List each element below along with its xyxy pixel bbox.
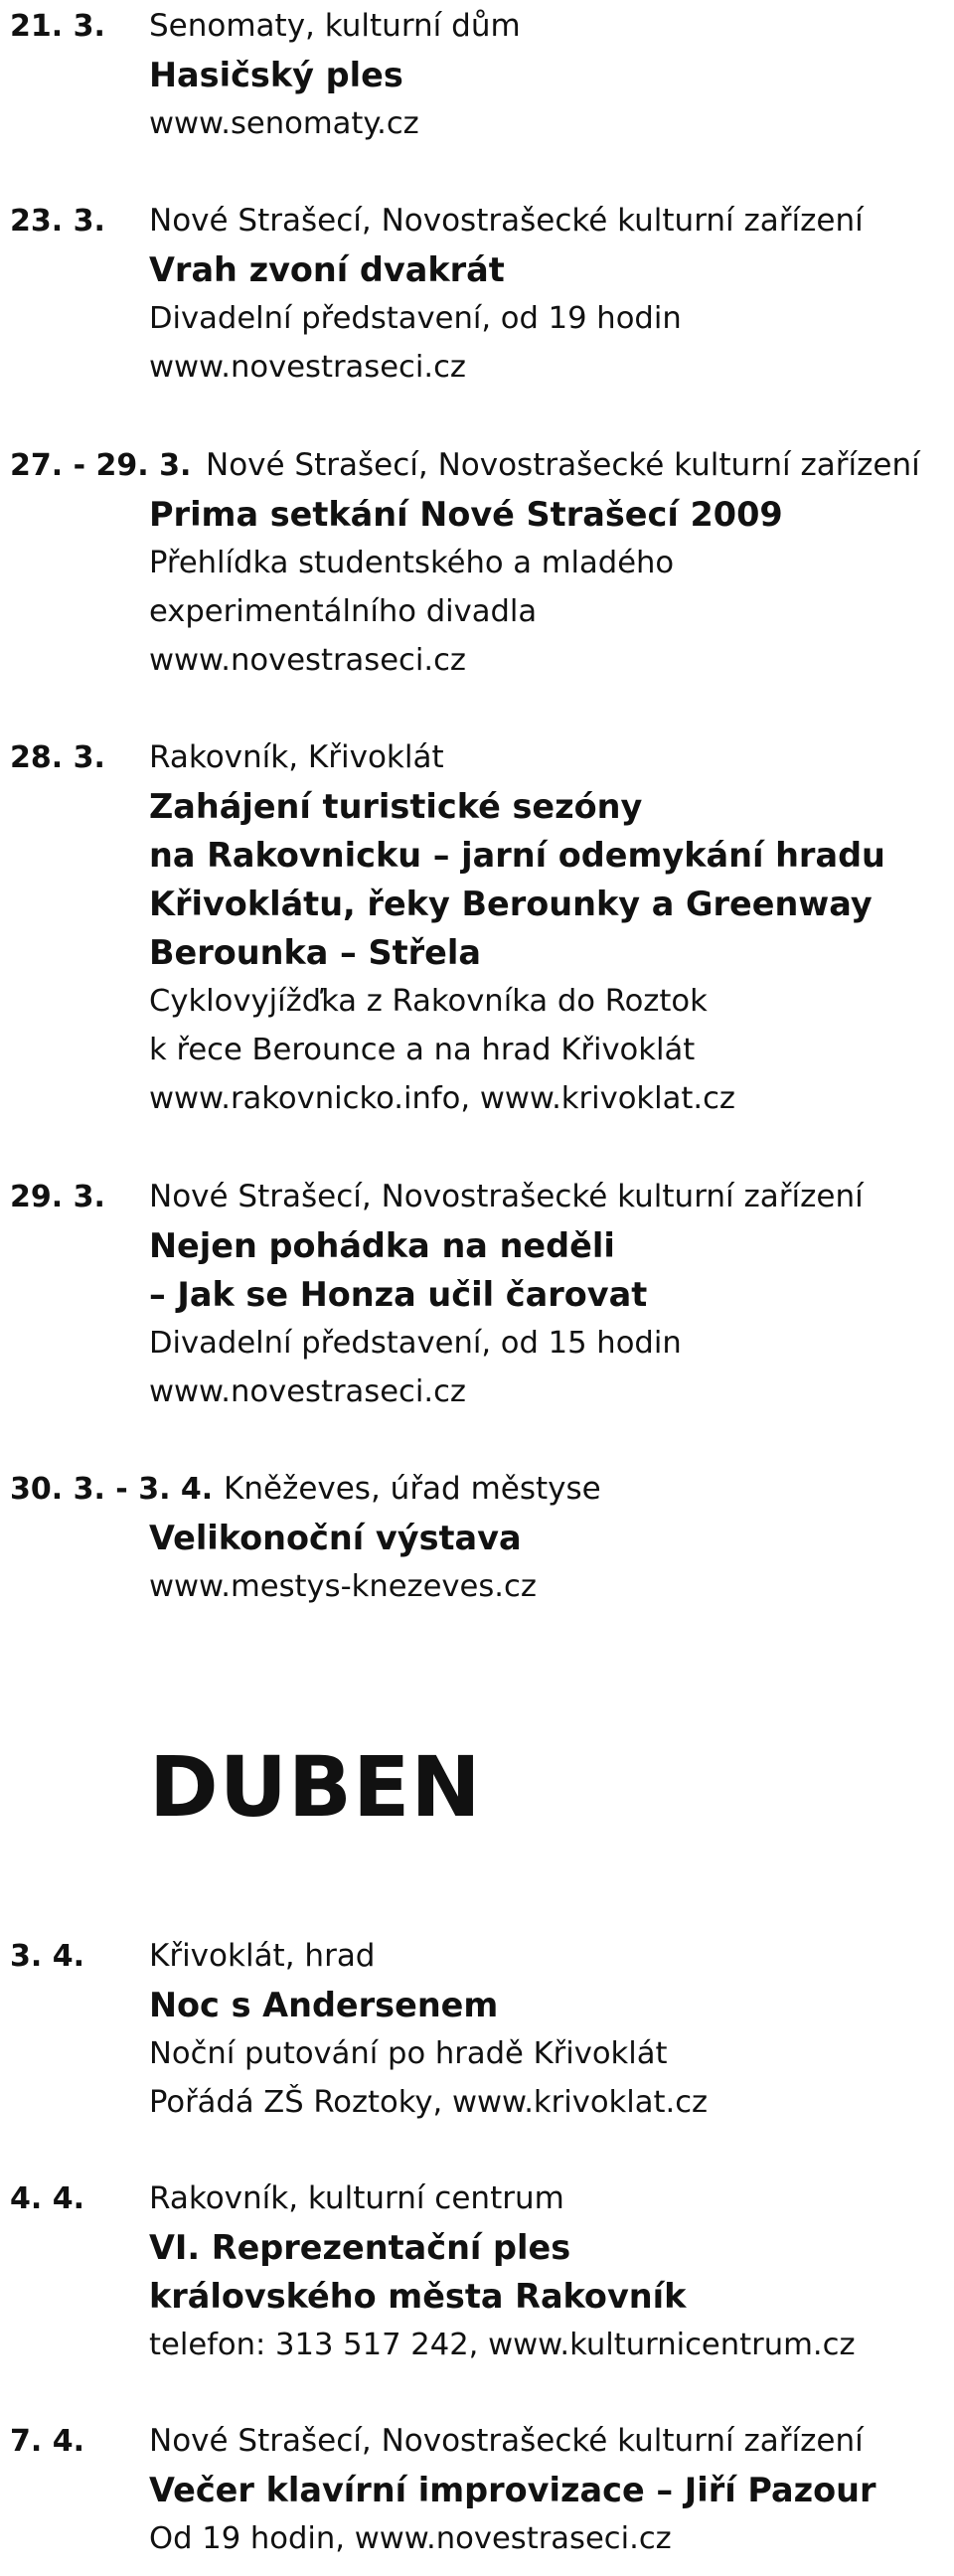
event-place: Rakovník, Křivoklát — [149, 739, 444, 775]
event-link[interactable]: www.novestraseci.cz — [149, 643, 466, 678]
event-title: Zahájení turistické sezóny — [149, 787, 643, 826]
event-place: Nové Strašecí, Novostrašecké kulturní zařízení — [206, 447, 920, 483]
event-date: 23. 3. — [10, 204, 105, 239]
event-date: 28. 3. — [10, 740, 105, 775]
event-description: Divadelní představení, od 19 hodin — [149, 301, 682, 336]
event-date: 7. 4. — [10, 2424, 84, 2459]
event-date: 21. 3. — [10, 9, 105, 44]
event-title: Hasičský ples — [149, 56, 403, 94]
event-title: Vrah zvoní dvakrát — [149, 250, 505, 289]
event-place: Nové Strašecí, Novostrašecké kulturní zařízení — [149, 203, 864, 239]
event-link[interactable]: www.mestys-knezeves.cz — [149, 1569, 537, 1604]
event-place: Křivoklát, hrad — [149, 1938, 376, 1974]
event-description: k řece Berounce a na hrad Křivoklát — [149, 1033, 696, 1067]
event-date: 29. 3. — [10, 1180, 105, 1214]
event-date: 4. 4. — [10, 2181, 84, 2216]
event-link[interactable]: www.novestraseci.cz — [149, 1374, 466, 1409]
event-place: Nové Strašecí, Novostrašecké kulturní zařízení — [149, 1179, 864, 1214]
event-date: 3. 4. — [10, 1939, 84, 1974]
event-title: na Rakovnicku – jarní odemykání hradu — [149, 836, 885, 875]
event-description: experimentálního divadla — [149, 594, 538, 629]
event-description: Přehlídka studentského a mladého — [149, 546, 675, 580]
event-place: Kněževes, úřad městyse — [224, 1471, 601, 1507]
event-title: Křivoklátu, řeky Berounky a Greenway — [149, 885, 873, 923]
event-link[interactable]: www.novestraseci.cz — [149, 350, 466, 385]
event-link[interactable]: www.senomaty.cz — [149, 106, 419, 141]
event-link[interactable]: Pořádá ZŠ Roztoky, www.krivoklat.cz — [149, 2085, 709, 2120]
event-date: 30. 3. - 3. 4. — [10, 1472, 214, 1507]
event-title: VI. Reprezentační ples — [149, 2228, 571, 2267]
event-title: Nejen pohádka na neděli — [149, 1226, 615, 1265]
event-place: Rakovník, kulturní centrum — [149, 2180, 564, 2216]
event-link[interactable]: telefon: 313 517 242, www.kulturnicentrum.cz — [149, 2328, 856, 2362]
event-title: – Jak se Honza učil čarovat — [149, 1275, 648, 1314]
event-date: 27. - 29. 3. — [10, 448, 192, 483]
month-heading: DUBEN — [149, 1738, 482, 1836]
event-title: Večer klavírní improvizace – Jiří Pazour — [149, 2471, 876, 2509]
event-title: Velikonoční výstava — [149, 1519, 522, 1557]
event-description: Divadelní představení, od 15 hodin — [149, 1326, 682, 1361]
event-link[interactable]: www.rakovnicko.info, www.krivoklat.cz — [149, 1081, 735, 1116]
event-place: Nové Strašecí, Novostrašecké kulturní zařízení — [149, 2423, 864, 2459]
event-title: Noc s Andersenem — [149, 1986, 499, 2024]
event-title: Prima setkání Nové Strašecí 2009 — [149, 495, 783, 534]
event-description: Cyklovyjížďka z Rakovníka do Roztok — [149, 984, 708, 1019]
event-link[interactable]: Od 19 hodin, www.novestraseci.cz — [149, 2521, 672, 2556]
event-title: Berounka – Střela — [149, 933, 481, 972]
event-description: Noční putování po hradě Křivoklát — [149, 2036, 668, 2071]
event-place: Senomaty, kulturní dům — [149, 8, 521, 44]
event-title: královského města Rakovník — [149, 2277, 687, 2316]
